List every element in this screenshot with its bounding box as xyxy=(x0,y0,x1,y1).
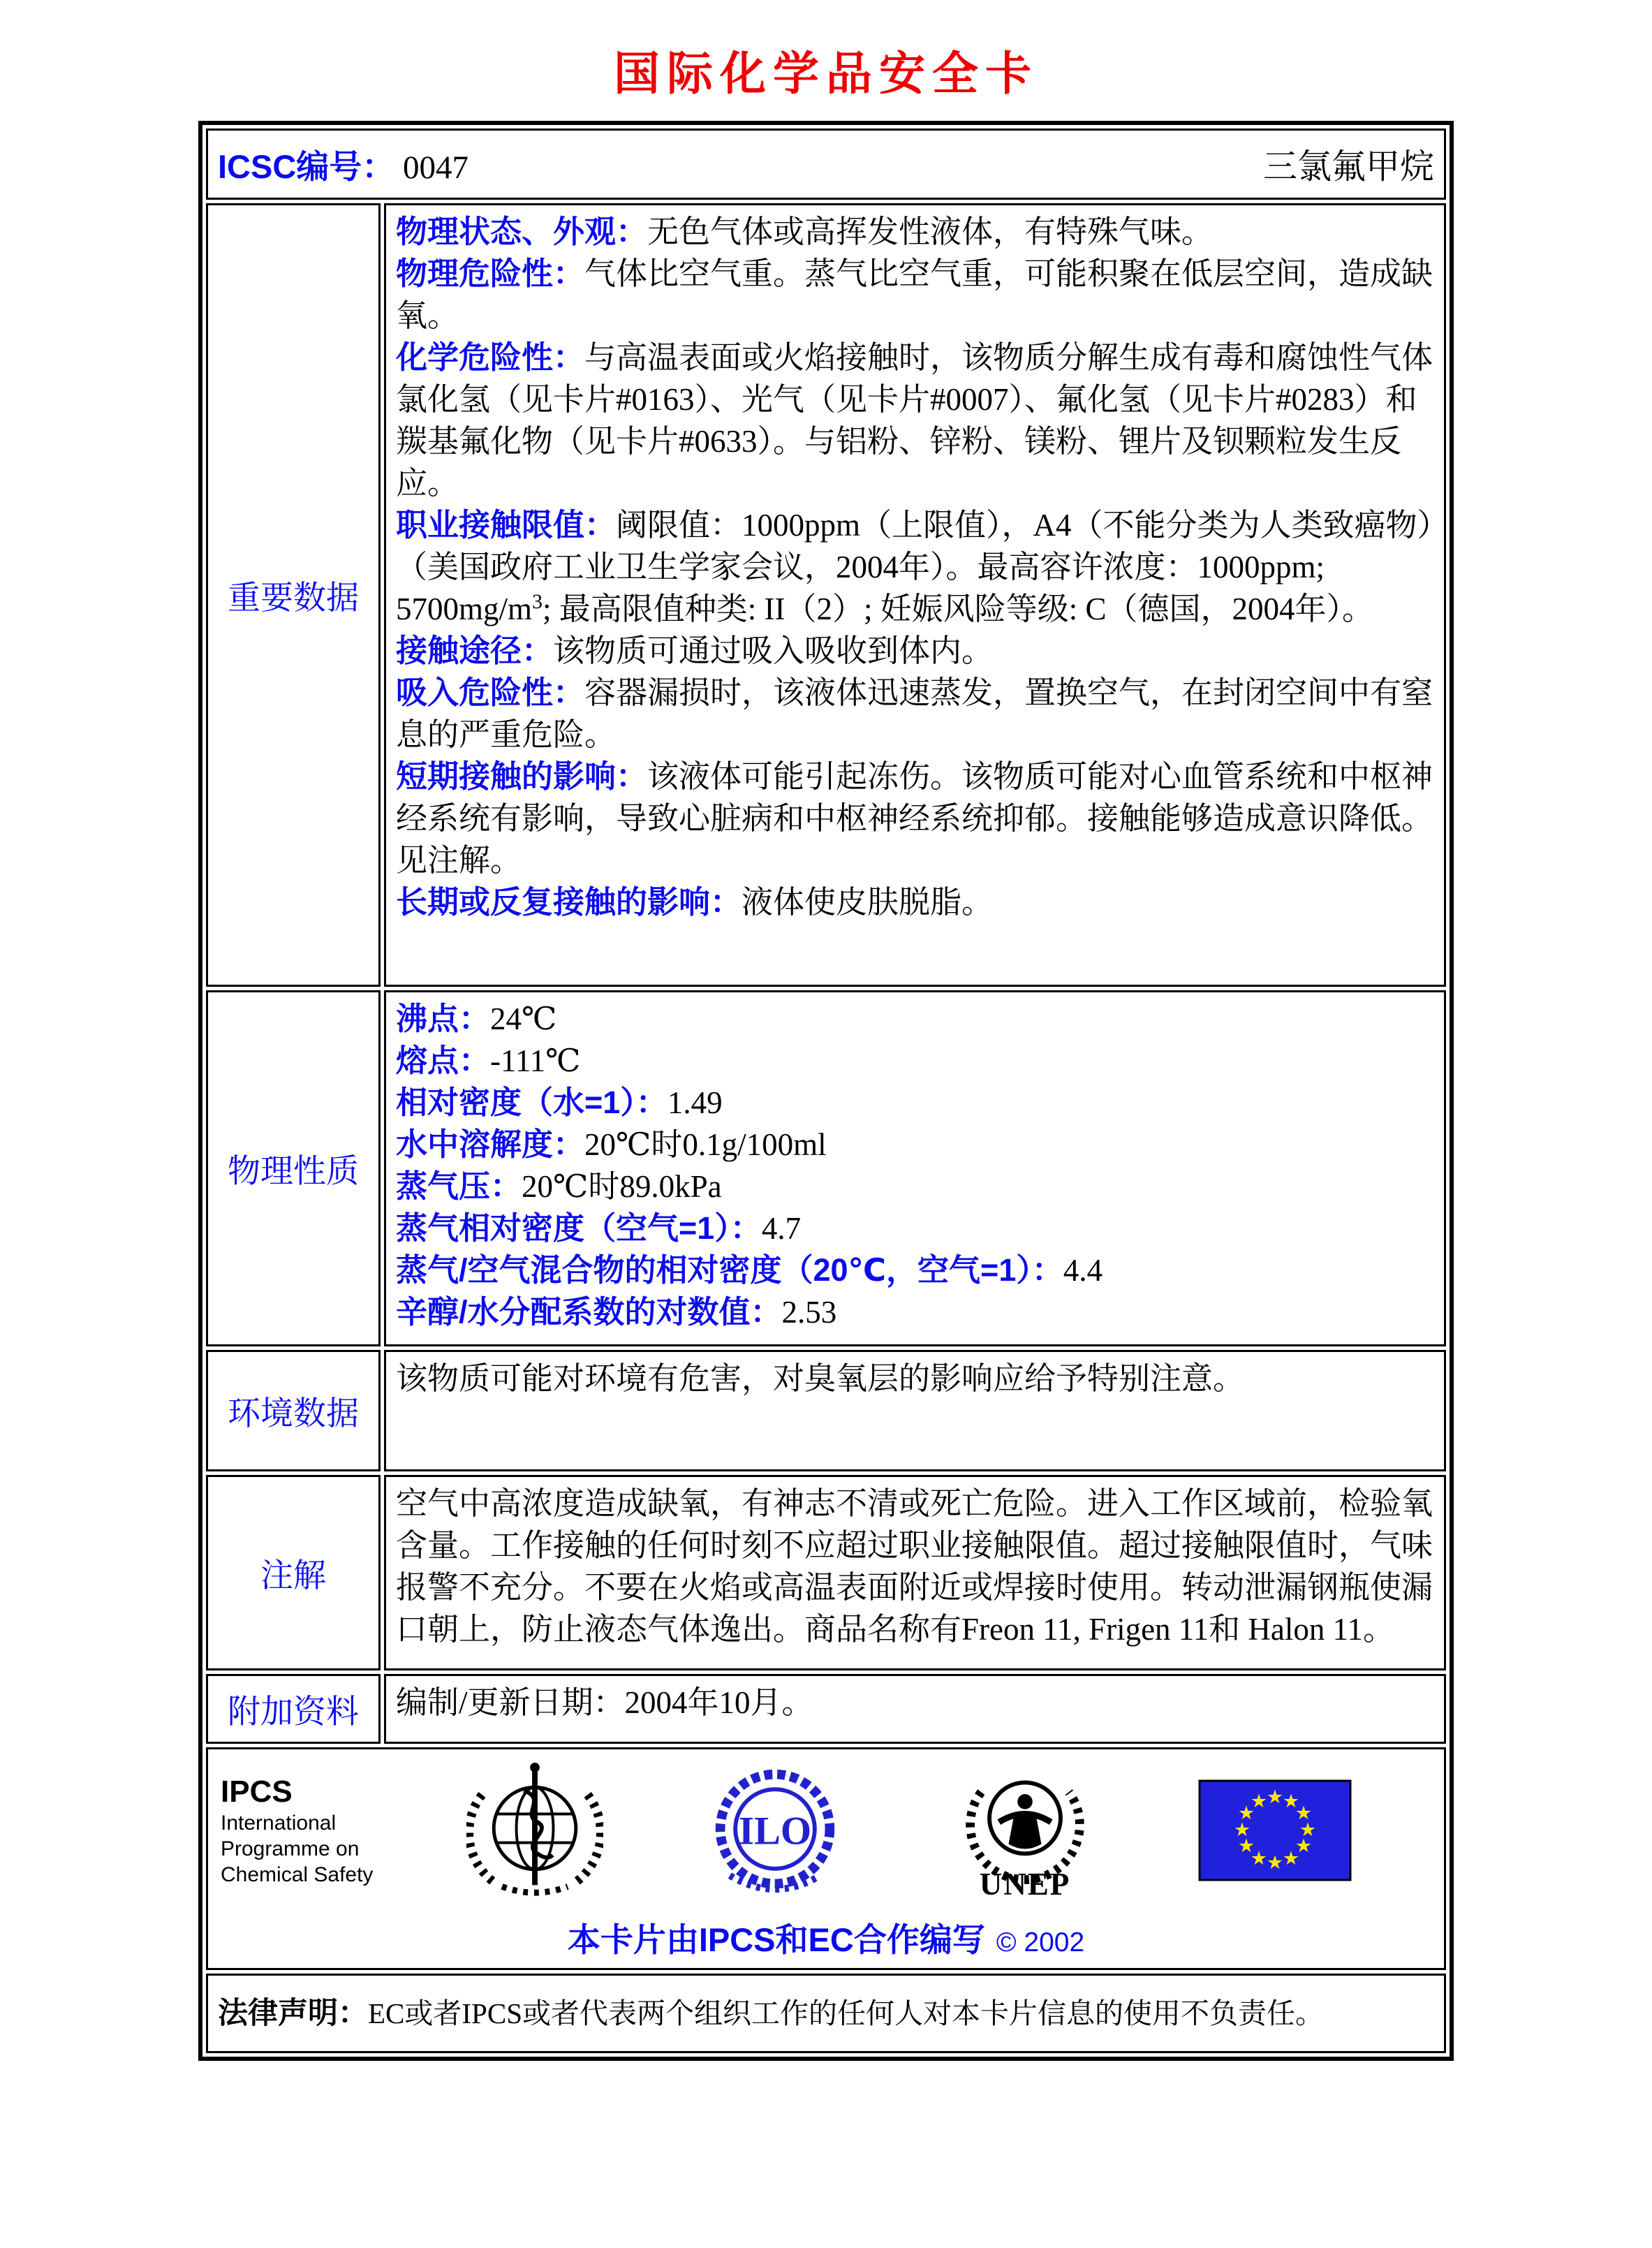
field-label: 接触途径： xyxy=(396,633,554,668)
superscript: 3 xyxy=(532,590,543,613)
prop-value: 4.4 xyxy=(1063,1253,1103,1288)
eu-flag-icon xyxy=(1198,1779,1352,1881)
section-content-physical xyxy=(384,990,1446,1346)
field-chemical-hazard xyxy=(396,337,1434,504)
prop-value: -111℃ xyxy=(490,1043,581,1078)
field-label: 吸入危险性： xyxy=(396,675,585,710)
field-label: 长期或反复接触的影响： xyxy=(396,884,742,920)
ipcs-line-1: International xyxy=(221,1811,337,1835)
field-value-continued: ; 最高限值种类: II（2）; 妊娠风险等级: C（德国，2004年）。 xyxy=(543,592,1374,626)
svg-text:★: ★ xyxy=(1295,1835,1313,1857)
row-additional-info xyxy=(206,1674,1446,1744)
footer-caption: 本卡片由IPCS和EC合作编写 xyxy=(567,1921,985,1958)
svg-text:★: ★ xyxy=(1237,1835,1255,1857)
row-legal xyxy=(206,1974,1446,2053)
row-important-data xyxy=(206,203,1446,987)
footer-caption-line xyxy=(221,1914,1431,1961)
unep-logo-icon xyxy=(957,1756,1093,1904)
field-value: 液体使皮肤脱脂。 xyxy=(742,885,994,920)
ilo-logo-text: ILO xyxy=(738,1809,812,1853)
field-inhalation-risk xyxy=(396,672,1434,756)
icsc-number-value: 0047 xyxy=(403,149,469,186)
row-notes xyxy=(206,1475,1446,1670)
prop-value: 20℃时0.1g/100ml xyxy=(584,1127,827,1162)
prop-label: 蒸气压： xyxy=(396,1168,522,1204)
field-value: 容器漏损时，该液体迅速蒸发，置换空气，在封闭空间中有窒息的严重危险。 xyxy=(396,675,1433,752)
prop-label: 蒸气/空气混合物的相对密度（20℃，空气=1）： xyxy=(396,1252,1063,1288)
logos-strip xyxy=(221,1756,1431,1904)
prop-vapour-density xyxy=(396,1207,1434,1249)
field-label: 物理状态、外观： xyxy=(396,214,648,249)
unep-logo-text: UNEP xyxy=(979,1867,1071,1902)
section-label-notes: 注解 xyxy=(206,1475,381,1670)
prop-value: 20℃时89.0kPa xyxy=(522,1169,722,1204)
prop-label: 水中溶解度： xyxy=(396,1126,585,1162)
svg-text:★: ★ xyxy=(1282,1848,1300,1869)
svg-text:★: ★ xyxy=(1295,1802,1313,1824)
row-environmental-data xyxy=(206,1350,1446,1471)
ipcs-acronym: IPCS xyxy=(221,1774,293,1809)
ilo-logo-icon xyxy=(707,1758,843,1903)
field-label: 化学危险性： xyxy=(396,339,585,375)
field-value: 无色气体或高挥发性液体，有特殊气味。 xyxy=(647,214,1214,249)
section-label-important: 重要数据 xyxy=(206,203,381,987)
prop-label: 相对密度（水=1）： xyxy=(396,1085,668,1120)
ipcs-line-3: Chemical Safety xyxy=(221,1863,374,1886)
svg-text:★: ★ xyxy=(1237,1802,1255,1824)
section-label-physical: 物理性质 xyxy=(206,990,381,1346)
prop-relative-density xyxy=(396,1082,1434,1124)
field-physical-state xyxy=(396,211,1434,253)
prop-boiling-point xyxy=(396,998,1434,1040)
prop-label: 熔点： xyxy=(396,1043,491,1078)
svg-text:★: ★ xyxy=(1266,1852,1284,1874)
section-content-environment xyxy=(384,1350,1446,1471)
icsc-card-table xyxy=(198,121,1454,2061)
legal-label: 法律声明： xyxy=(218,1997,368,2030)
field-label: 短期接触的影响： xyxy=(396,758,648,794)
section-label-environment: 环境数据 xyxy=(206,1350,381,1471)
svg-text:★: ★ xyxy=(1250,1791,1268,1812)
svg-text:★: ★ xyxy=(1266,1786,1284,1808)
environment-text: 该物质可能对环境有危害，对臭氧层的影响应给予特别注意。 xyxy=(396,1361,1245,1396)
ipcs-block xyxy=(221,1774,395,1888)
field-physical-hazard xyxy=(396,253,1434,337)
legal-text: EC或者IPCS或者代表两个组织工作的任何人对本卡片信息的使用不负责任。 xyxy=(368,1997,1324,2029)
section-content-notes xyxy=(384,1475,1446,1670)
field-value: 与高温表面或火焰接触时，该物质分解生成有毒和腐蚀性气体氯化氢（见卡片#0163）、光气（见卡片#0007）、氟化氢（见卡片#0283）和羰基氟化物（见卡片#0633）。与铝粉、锌粉、镁粉、锂片及钡颗粒发生反应。 xyxy=(396,340,1433,501)
prop-label: 蒸气相对密度（空气=1）： xyxy=(396,1210,762,1246)
section-content-important xyxy=(384,203,1446,987)
field-value: 气体比空气重。蒸气比空气重，可能积聚在低层空间，造成缺氧。 xyxy=(396,256,1433,333)
page-title: 国际化学品安全卡 xyxy=(614,47,1038,99)
legal-cell xyxy=(206,1974,1446,2053)
ipcs-line-2: Programme on xyxy=(221,1837,360,1860)
svg-text:★: ★ xyxy=(1299,1819,1317,1841)
prop-value: 4.7 xyxy=(761,1211,802,1246)
prop-water-solubility xyxy=(396,1124,1434,1166)
additional-text: 编制/更新日期：2004年10月。 xyxy=(396,1685,813,1720)
svg-text:★: ★ xyxy=(1250,1848,1268,1869)
row-logos xyxy=(206,1747,1446,1970)
notes-text: 空气中高浓度造成缺氧，有神志不清或死亡危险。进入工作区域前，检验氧含量。工作接触的任何时刻不应超过职业接触限值。超过接触限值时，气味报警不充分。不要在火焰或高温表面附近或焊接时使用。转动泄漏钢瓶使漏口朝上，防止液态气体逸出。商品名称有Freon 11, Frigen 11和 Halon 11。 xyxy=(396,1486,1433,1647)
svg-text:★: ★ xyxy=(1233,1819,1251,1841)
field-short-term-effects xyxy=(396,756,1434,881)
prop-value: 24℃ xyxy=(490,1001,557,1036)
field-value: 该液体可能引起冻伤。该物质可能对心血管系统和中枢神经系统有影响，导致心脏病和中枢神经系统抑郁。接触能够造成意识降低。见注解。 xyxy=(396,759,1433,878)
field-exposure-routes xyxy=(396,630,1434,672)
field-value: 阈限值：1000ppm（上限值），A4（不能分类为人类致癌物）（美国政府工业卫生学家会议，2004年）。最高容许浓度：1000ppm; 5700mg/m xyxy=(396,508,1433,626)
header-row xyxy=(206,128,1446,200)
prop-log-pow xyxy=(396,1291,1434,1333)
field-occupational-limits xyxy=(396,504,1434,630)
chemical-name: 三氯氟甲烷 xyxy=(1262,147,1434,186)
row-physical-properties xyxy=(206,990,1446,1346)
who-logo-icon xyxy=(466,1758,603,1903)
icsc-number-label: ICSC编号： xyxy=(218,147,395,185)
field-long-term-effects xyxy=(396,881,1434,923)
field-label: 职业接触限值： xyxy=(396,507,617,543)
prop-label: 沸点： xyxy=(396,1001,491,1036)
prop-value: 1.49 xyxy=(667,1085,723,1120)
prop-value: 2.53 xyxy=(781,1295,837,1330)
prop-mixture-density xyxy=(396,1249,1434,1291)
section-label-additional: 附加资料 xyxy=(206,1674,381,1744)
prop-vapour-pressure xyxy=(396,1166,1434,1207)
logos-cell xyxy=(206,1747,1446,1970)
prop-melting-point xyxy=(396,1040,1434,1082)
field-value: 该物质可通过吸入吸收到体内。 xyxy=(553,633,994,668)
header-cell xyxy=(206,128,1446,200)
prop-label: 辛醇/水分配系数的对数值： xyxy=(396,1294,782,1330)
svg-text:★: ★ xyxy=(1282,1791,1300,1812)
icsc-number-group xyxy=(218,141,469,188)
section-content-additional xyxy=(384,1674,1446,1744)
field-label: 物理危险性： xyxy=(396,256,585,291)
footer-copyright: © 2002 xyxy=(996,1927,1085,1957)
